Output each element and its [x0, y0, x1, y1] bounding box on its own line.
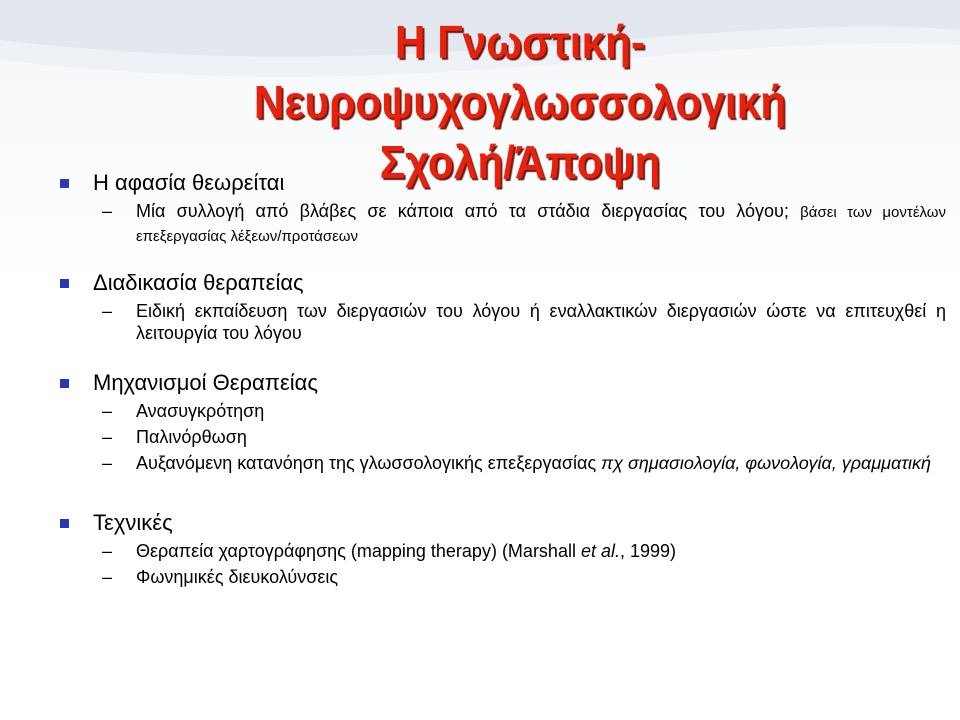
square-bullet-icon: [60, 379, 69, 388]
heading-text: Μηχανισμοί Θεραπείας: [93, 370, 318, 395]
section-techniques: [58, 508, 946, 588]
list-item: [58, 452, 946, 474]
item-text: Ειδική εκπαίδευση των διεργασιών του λόγου ή εναλλακτικών διεργασιών ώστε να επιτευχθεί η λειτουργία του λόγου: [136, 301, 946, 343]
heading-text: Διαδικασία θεραπείας: [93, 270, 304, 295]
title-line-3: Σχολή/Άποψη: [379, 136, 661, 188]
section-heading: [58, 508, 946, 538]
dash-icon: –: [102, 401, 113, 421]
list-item: [58, 540, 946, 562]
dash-icon: –: [102, 201, 113, 221]
dash-icon: –: [102, 567, 113, 587]
item-text-small: βάσει των μοντέλων επεξεργασίας λέξεων/προτάσεων: [136, 204, 947, 245]
item-text: Μία συλλογή από βλάβες σε κάποια από τα στάδια διεργασίας του λόγου;: [136, 201, 789, 221]
list-item: [58, 426, 946, 448]
item-text: Θεραπεία χαρτογράφησης (mapping therapy) (Marshall: [136, 541, 576, 561]
list-item: [58, 400, 946, 422]
dash-icon: –: [102, 427, 113, 447]
item-text: Αυξανόμενη κατανόηση της γλωσσολογικής επεξεργασίας: [136, 453, 597, 473]
section-heading: [58, 268, 946, 298]
title-line-2: Νευροψυχογλωσσολογική: [253, 76, 787, 128]
section-heading: [58, 368, 946, 398]
heading-text: Η αφασία θεωρείται: [93, 170, 285, 195]
title-line-1: Η Γνωστική-: [394, 16, 646, 68]
item-text-italic: πχ σημασιολογία, φωνολογία, γραμματική: [601, 453, 932, 473]
dash-icon: –: [102, 541, 113, 561]
section-therapy-process: [58, 268, 946, 344]
heading-text: Τεχνικές: [93, 510, 173, 535]
list-item: [58, 200, 946, 248]
slide-title: [42, 12, 960, 192]
section-therapy-mechanisms: [58, 368, 946, 474]
square-bullet-icon: [60, 279, 69, 288]
item-text-end: , 1999): [620, 541, 677, 561]
dash-icon: –: [102, 301, 113, 321]
item-text: Ανασυγκρότηση: [136, 401, 265, 421]
list-item: [58, 566, 946, 588]
dash-icon: –: [102, 453, 113, 473]
item-text: Παλινόρθωση: [136, 427, 247, 447]
item-text: Φωνημικές διευκολύνσεις: [136, 567, 339, 587]
square-bullet-icon: [60, 519, 69, 528]
item-text-italic: et al.: [580, 541, 621, 561]
list-item: [58, 300, 946, 344]
